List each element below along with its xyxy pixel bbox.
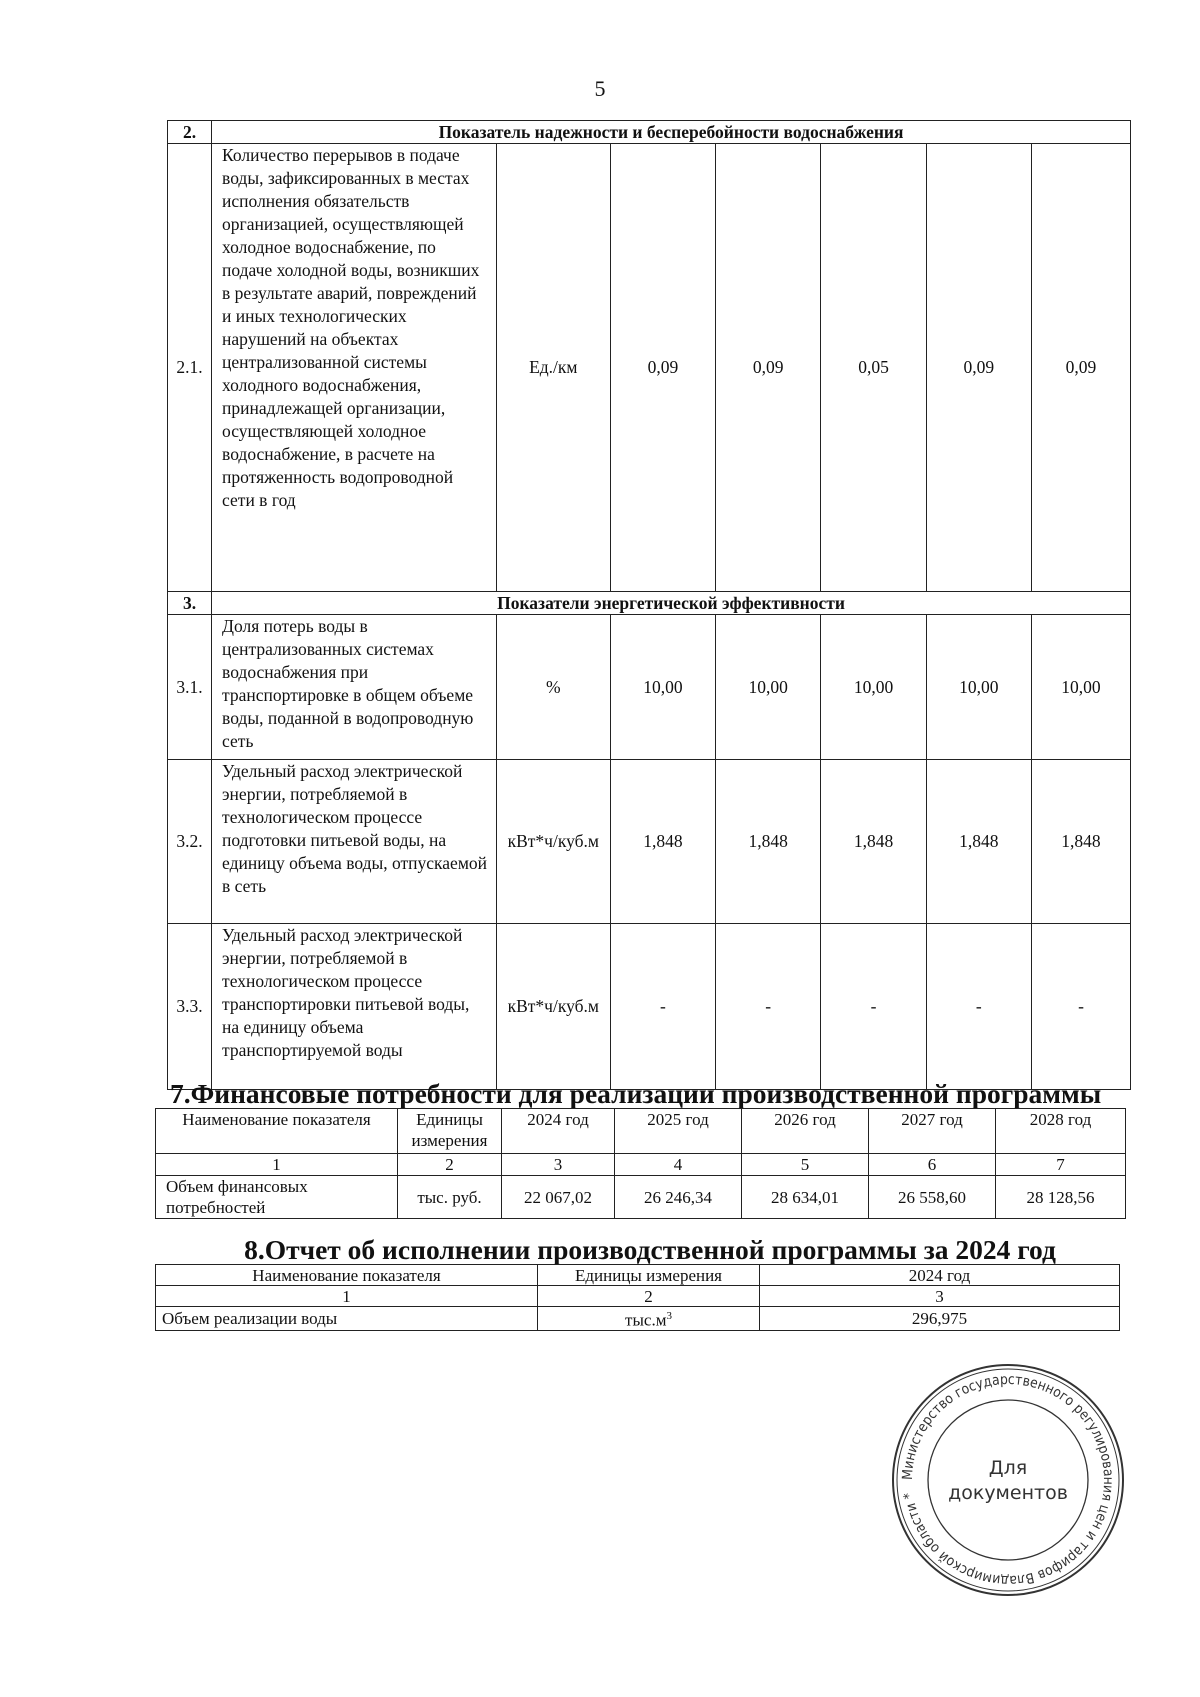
value-2027: 1,848 — [926, 760, 1031, 924]
section-3-header-row — [168, 592, 1131, 615]
page-number: 5 — [594, 76, 606, 101]
column-number-row — [156, 1154, 1126, 1176]
column-header: Наименование показателя — [156, 1265, 538, 1286]
value-2025: - — [716, 924, 821, 1090]
unit: кВт*ч/куб.м — [496, 924, 610, 1090]
column-header: 2028 год — [996, 1109, 1126, 1154]
value-2024: 0,09 — [610, 144, 715, 592]
table-row — [168, 760, 1131, 924]
value-2028: 10,00 — [1031, 615, 1130, 760]
indicator-name: Объем финансовых потребностей — [156, 1176, 398, 1219]
unit: Ед./км — [496, 144, 610, 592]
unit: % — [496, 615, 610, 760]
indicator-name: Объем реализации воды — [156, 1307, 538, 1331]
official-stamp — [890, 1362, 1126, 1598]
value-2027: 26 558,60 — [869, 1176, 996, 1219]
value-2026: 1,848 — [821, 760, 926, 924]
table-header-row — [156, 1265, 1120, 1286]
value-2024: 296,975 — [760, 1307, 1120, 1331]
stamp-line-1: Для — [988, 1457, 1028, 1479]
column-header: 2025 год — [615, 1109, 742, 1154]
value-2025: 1,848 — [716, 760, 821, 924]
indicator-description: Количество перерывов в подаче воды, зафиксированных в местах исполнения обязательств организацией, осуществляющей холодное водоснабжение, по подаче холодной воды, возникших в результате аварий, повреждений и иных технологических нарушений на объектах централизованной системы холодного водоснабжения, принадлежащей организации, осуществляющей холодное водоснабжение, в расчете на протяженность водопроводной сети в год — [212, 144, 497, 592]
section-number: 3. — [168, 592, 212, 615]
value-2027: - — [926, 924, 1031, 1090]
row-number: 2.1. — [168, 144, 212, 592]
column-number-row — [156, 1286, 1120, 1307]
row-number: 3.1. — [168, 615, 212, 760]
column-number: 2 — [398, 1154, 502, 1176]
column-header: 2026 год — [742, 1109, 869, 1154]
column-header: 2024 год — [502, 1109, 615, 1154]
indicator-description: Удельный расход электрической энергии, потребляемой в технологическом процессе подготовки питьевой воды, на единицу объема воды, отпускаемой в сеть — [212, 760, 497, 924]
value-2024: 1,848 — [610, 760, 715, 924]
column-number: 3 — [502, 1154, 615, 1176]
value-2026: 0,05 — [821, 144, 926, 592]
table-header-row — [156, 1109, 1126, 1154]
column-header: Единицы измерения — [398, 1109, 502, 1154]
unit-exponent: 3 — [666, 1310, 672, 1322]
section-title: Показатели энергетической эффективности — [212, 592, 1131, 615]
value-2027: 10,00 — [926, 615, 1031, 760]
column-number: 1 — [156, 1286, 538, 1307]
section-2-header-row — [168, 121, 1131, 144]
column-number: 4 — [615, 1154, 742, 1176]
column-number: 2 — [538, 1286, 760, 1307]
column-number: 6 — [869, 1154, 996, 1176]
unit: тыс. руб. — [398, 1176, 502, 1219]
value-2026: - — [821, 924, 926, 1090]
value-2025: 10,00 — [716, 615, 821, 760]
table-row — [168, 924, 1131, 1090]
table-row — [156, 1176, 1126, 1219]
column-number: 7 — [996, 1154, 1126, 1176]
section-title: Показатель надежности и бесперебойности водоснабжения — [212, 121, 1131, 144]
value-2028: - — [1031, 924, 1130, 1090]
stamp-line-2: документов — [948, 1482, 1068, 1504]
unit-cell — [538, 1307, 760, 1331]
table-row — [168, 615, 1131, 760]
value-2024: 22 067,02 — [502, 1176, 615, 1219]
execution-report-table — [155, 1264, 1120, 1331]
stamp-ring-text: Министерство государственного регулирования цен и тарифов Владимирской области * — [899, 1371, 1117, 1589]
row-number: 3.3. — [168, 924, 212, 1090]
value-2028: 0,09 — [1031, 144, 1130, 592]
table-row — [156, 1307, 1120, 1331]
indicator-description: Доля потерь воды в централизованных системах водоснабжения при транспортировке в общем объеме воды, поданной в водопроводную сеть — [212, 615, 497, 760]
value-2028: 1,848 — [1031, 760, 1130, 924]
value-2024: 10,00 — [610, 615, 715, 760]
indicator-description: Удельный расход электрической энергии, потребляемой в технологическом процессе транспортировки питьевой воды, на единицу объема транспортируемой воды — [212, 924, 497, 1090]
column-number: 3 — [760, 1286, 1120, 1307]
indicators-table — [167, 120, 1131, 1090]
column-header: Единицы измерения — [538, 1265, 760, 1286]
section-7-heading: 7.Финансовые потребности для реализации производственной программы — [170, 1078, 1102, 1109]
value-2025: 26 246,34 — [615, 1176, 742, 1219]
value-2025: 0,09 — [716, 144, 821, 592]
section-number: 2. — [168, 121, 212, 144]
value-2024: - — [610, 924, 715, 1090]
financial-needs-table — [155, 1108, 1126, 1219]
value-2026: 28 634,01 — [742, 1176, 869, 1219]
table-row — [168, 144, 1131, 592]
value-2028: 28 128,56 — [996, 1176, 1126, 1219]
section-8-heading: 8.Отчет об исполнении производственной программы за 2024 год — [244, 1234, 1056, 1265]
value-2027: 0,09 — [926, 144, 1031, 592]
column-header: 2027 год — [869, 1109, 996, 1154]
unit: тыс.м — [625, 1310, 667, 1330]
value-2026: 10,00 — [821, 615, 926, 760]
unit: кВт*ч/куб.м — [496, 760, 610, 924]
column-header: 2024 год — [760, 1265, 1120, 1286]
row-number: 3.2. — [168, 760, 212, 924]
column-number: 1 — [156, 1154, 398, 1176]
column-header: Наименование показателя — [156, 1109, 398, 1154]
column-number: 5 — [742, 1154, 869, 1176]
